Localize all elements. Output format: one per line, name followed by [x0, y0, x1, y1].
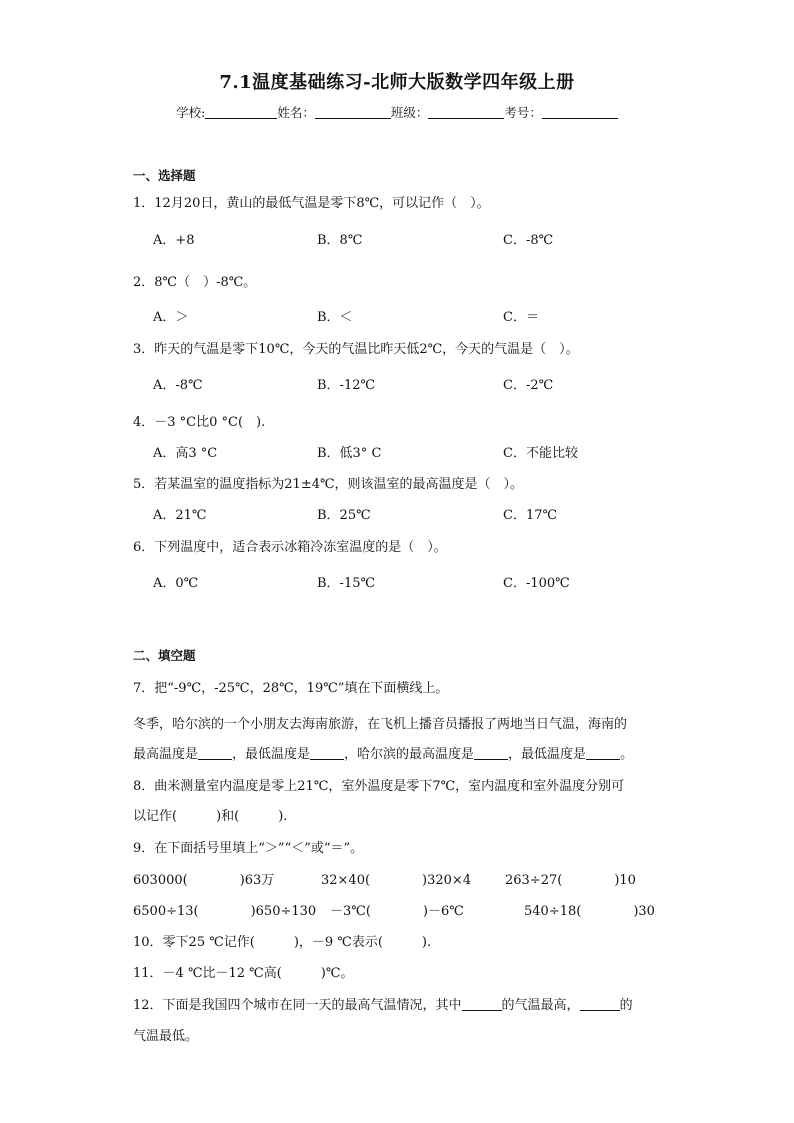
exam-no-label: 考号： — [504, 105, 542, 120]
question-1: 1．12月20日，黄山的最低气温是零下8℃，可以记作（ ）。 — [133, 196, 490, 211]
q9-item-6: 540÷18( )30 — [524, 904, 655, 919]
q9-item-5: －3℃( )－6℃ — [330, 904, 464, 919]
q7-text-hainan-high: 最高温度是 — [133, 747, 199, 762]
q6-option-b: B．-15℃ — [317, 576, 376, 591]
name-blank[interactable] — [315, 118, 391, 119]
q2-option-c: C．＝ — [503, 310, 539, 325]
question-11: 11．－4 ℃比－12 ℃高( )℃。 — [133, 966, 354, 981]
question-5: 5．若某温室的温度指标为21±4℃，则该温室的最高温度是（ ）。 — [133, 477, 524, 492]
question-3: 3．昨天的气温是零下10℃，今天的气温比昨天低2℃，今天的气温是（ ）。 — [133, 342, 579, 357]
question-7-passage: 冬季，哈尔滨的一个小朋友去海南旅游，在飞机上播音员播报了两地当日气温，海南的 — [133, 717, 628, 732]
school-blank[interactable] — [205, 118, 277, 119]
section-choice-heading: 一、选择题 — [133, 168, 196, 183]
question-4: 4．－3 °C比0 °C( ). — [133, 415, 266, 430]
q7-text-harbin-low: ，最低温度是 — [508, 747, 587, 762]
student-info-line — [0, 103, 794, 121]
q2-option-b: B．＜ — [317, 310, 353, 325]
q9-item-3: 263÷27( )10 — [505, 873, 636, 888]
q3-option-a: A．-8℃ — [153, 378, 203, 393]
q2-option-a: A．＞ — [153, 310, 189, 325]
q6-option-c: C．-100℃ — [503, 576, 570, 591]
q12-text-c: 的 — [619, 998, 633, 1013]
q5-option-b: B．25℃ — [317, 508, 371, 523]
question-8-line-2: 以记作( )和( ). — [133, 809, 288, 824]
q6-option-a: A．0℃ — [153, 576, 199, 591]
q4-option-c: C．不能比较 — [503, 446, 578, 461]
question-12-line-2: 气温最低。 — [133, 1029, 199, 1044]
q7-blank-1[interactable] — [198, 746, 232, 760]
class-blank[interactable] — [428, 118, 504, 119]
class-label: 班级： — [390, 105, 429, 120]
q12-blank-1[interactable] — [462, 997, 502, 1011]
q9-item-4: 6500÷13( )650÷130 — [133, 904, 317, 919]
q12-text-b: 的气温最高， — [501, 998, 580, 1013]
q4-option-a: A．高3 °C — [153, 446, 218, 461]
q5-option-a: A．21℃ — [153, 508, 207, 523]
question-2: 2．8℃（ ）-8℃。 — [133, 275, 257, 290]
q1-option-c: C．-8℃ — [503, 233, 554, 248]
q12-text-a: 12．下面是我国四个城市在同一天的最高气温情况，其中 — [133, 998, 462, 1013]
question-10: 10．零下25 ℃记作( )，－9 ℃表示( ). — [133, 935, 432, 950]
q5-option-c: C．17℃ — [503, 508, 558, 523]
q9-item-2: 32×40( )320×4 — [321, 873, 472, 888]
name-label: 姓名： — [277, 105, 315, 120]
q7-text-end: 。 — [620, 747, 634, 762]
q7-text-hainan-low: ，最低温度是 — [232, 747, 311, 762]
question-12-line-1 — [133, 994, 633, 1013]
q4-option-b: B．低3° C — [317, 446, 382, 461]
school-label: 学校: — [176, 105, 206, 120]
q3-option-c: C．-2℃ — [503, 378, 554, 393]
q7-blank-3[interactable] — [474, 746, 508, 760]
page-title: 7.1温度基础练习-北师大版数学四年级上册 — [219, 72, 575, 93]
q3-option-b: B．-12℃ — [317, 378, 376, 393]
exam-no-blank[interactable] — [542, 118, 618, 119]
question-7-intro: 7．把“-9℃，-25℃，28℃，19℃”填在下面横线上。 — [133, 681, 449, 696]
q9-item-1: 603000( )63万 — [133, 873, 275, 888]
q1-option-a: A．+8 — [153, 233, 195, 248]
question-8-line-1: 8．曲米测量室内温度是零上21℃，室外温度是零下7℃，室内温度和室外温度分别可 — [133, 779, 625, 794]
q1-option-b: B．8℃ — [317, 233, 363, 248]
question-7-blanks-line — [133, 743, 633, 762]
q7-blank-4[interactable] — [586, 746, 620, 760]
question-9-intro: 9．在下面括号里填上“＞”“＜”或“＝”。 — [133, 841, 364, 856]
question-6: 6．下列温度中，适合表示冰箱冷冻室温度的是（ ）。 — [133, 540, 447, 555]
q7-blank-2[interactable] — [310, 746, 344, 760]
q7-text-harbin-high: ，哈尔滨的最高温度是 — [344, 747, 475, 762]
q12-blank-2[interactable] — [580, 997, 620, 1011]
section-fill-heading: 二、填空题 — [133, 648, 196, 663]
